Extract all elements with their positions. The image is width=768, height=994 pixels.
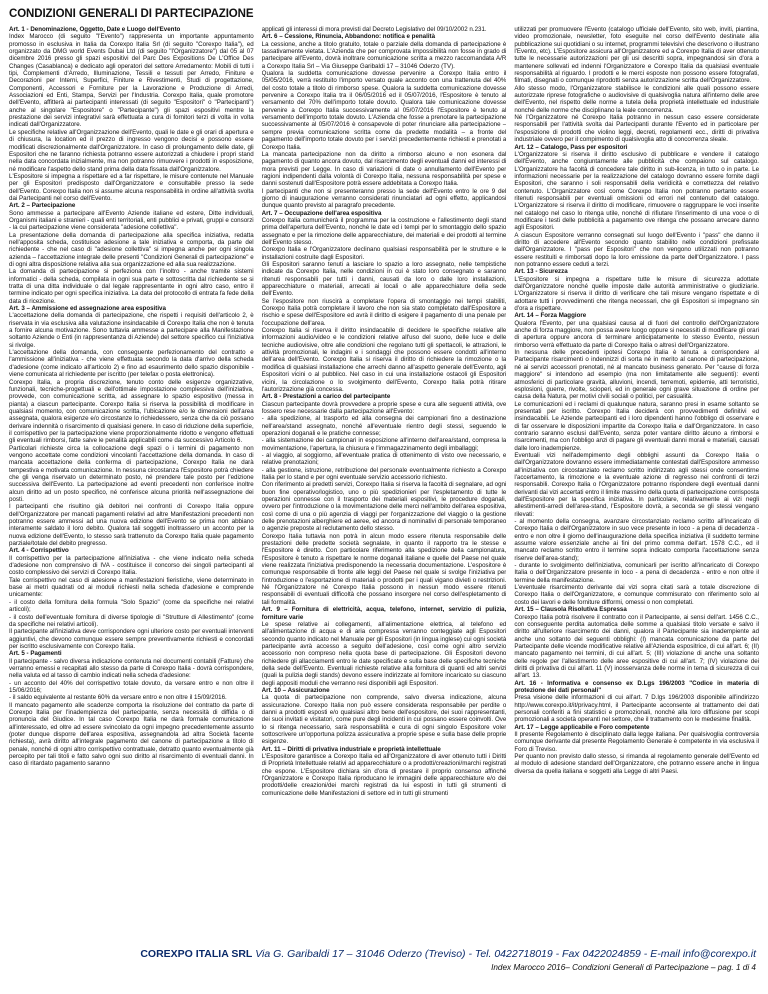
article-paragraph: L'eventuale risarcimento derivante dai vizi sopra citati sarà a totale discrezione di Corexpo Italia o dell'Organizzatore, e comunque commisurato con riferimento solo al costo dei lavori e delle forniture difformi, omessi o non completati. (514, 584, 759, 606)
article-paragraph: Tale corrispettivo nel caso di adesione a manifestazioni fieristiche, viene determinato in base ai metri quadrati od ai moduli richiesti nella scheda d'adesione e comprende unicamente: (9, 576, 254, 599)
article-heading: Art. 8 - Prestazioni a carico del partecipante (261, 393, 391, 401)
article-paragraph: Gli Espositori saranno tenuti a lasciare lo spazio a loro assegnato, nelle tempistiche indicate da Corexpo Italia, nelle condizioni in cui è stato loro consegnato e saranno ritenuti responsabili per tutti i danni, causati da loro o dalle loro installazioni, apparecchiature o materiali, arrecati ai locali o alle apparecchiature della sede dell'Evento. (261, 261, 507, 298)
article-paragraph: utilizzati per promuovere l'Evento (catalogo ufficiale dell'Evento, sito web, inviti, piantina, video promozionale, newsletter, foto eseguite nel corso dell'Evento destinate alla pubblicazione sui quotidiani o su internet, programmi televisivi che descrivono o illustrano l'Evento, etc). L'Espositore assicura all'Organizzatore ed a Corexpo Italia di aver ottenuto tutte le necessarie autorizzazioni per gli usi descritti sopra, impegnandosi sin d'ora a mantenere sollevati ed indenni l'Organizzatore e Corexpo Italia da qualsiasi eventuale responsabilità al riguardo. I prodotti e le merci esposte non possono essere fotografati, filmati, disegnati o comunque riprodotti senza autorizzazione scritta dell'Organizzatore. (514, 26, 759, 85)
article-paragraph: Ciascun partecipante dovrà provvedere a proprie spese e cura alle seguenti attività, ove fossero rese necessarie dalla partecipazione all'Evento: (261, 400, 507, 415)
article-paragraph: La cessione, anche a titolo gratuito, totale o parziale della domanda di partecipazione è tassativamente vietata. L'Azienda che per comprovata impossibilità non fosse in grado di partecipare all'Evento, dovrà inoltrare comunicazione scritta a mezzo raccomandata A/R a Corexpo Italia Srl – Via Giuseppe Garibaldi 17 – 31046 Oderzo (TV). (261, 40, 507, 70)
article-paragraph: Qualora l'Evento, per una qualsiasi causa al di fuori del controllo dell'Organizzatore anche di forza maggiore, non possa avere luogo oppure si necessiti di modificare gli orari di apertura oppure ancora di terminare anticipatamente lo stesso Evento, nessun rimborso verrà effettuato da parte di Corexpo Italia o altresì dell'Organizzatore. (514, 319, 759, 349)
article-paragraph: - al momento della consegna, avanzare circostanziato reclamo scritto all'incaricato di Corexpo Italia o dell'Organizzatore in suo vece presente in loco - a pena di decadenza - entro e non oltre il giorno dell'inaugurazione della specifica iniziativa (il suddetto termine assume valore essenziale anche ai fini del primo comma dell'art. 1578 C.C., ed il mancato reclamo scritto entro il termine sopra indicato comporta l'accettazione senza riserve dell'area-stand); (514, 518, 759, 562)
article-paragraph: Le comunicazioni ed i reclami di qualunque natura, saranno presi in esame soltanto se presentati per iscritto. Corexpo Italia deciderà con provvedimenti definitivi ed insindacabili. Le Aziende partecipanti ed i loro dipendenti hanno l'obbligo di osservare e di far osservare le disposizioni impartite da Corexpo Italia e dall'Organizzatore. In caso contrario saranno esclusi dall'Evento, senza poter vantare diritto alcuno a rimborsi e risarcimenti, ma con l'obbligo anzi di pagare gli eventuali danni morali e materiali, causati dalle loro inadempienze. (514, 400, 759, 452)
article-paragraph: Corexpo Italia si riserva il diritto insindacabile di decidere le specifiche relative alle informazioni audio/video e le condizioni relative all'uso del suono, delle luce e delle tecniche audiovisive, oltre alle condizioni che regolano tutti gli spettacoli, le attrazioni, le attività promozionali, le indagini e i sondaggi che possono essere condotti all'interno dell'area dell'Evento. Corexpo Italia si riserva il diritto di richiedere la rimozione o la modifica di qualsiasi installazione che arrechi danno all'aspetto generale dell'Evento, agli Espositori vicini o al pubblico. Nel caso in cui una installazione ostacoli gli Espositori vicini, la circolazione o lo svolgimento dell'Evento, Corexpo Italia potrà ritirare l'autorizzazione già concessa. (261, 327, 507, 393)
article-heading: Art. 10 – Assicurazione (261, 686, 330, 694)
article-heading: Art. 1 - Denominazione, Oggetto, Date e Luogo dell'Evento (9, 26, 181, 33)
company-address: Via G. Garibaldi 17 – 31046 Oderzo (Treviso) - Tel. 0422718019 - Fax 0422024859 - E-mail info@corexpo.it (252, 948, 756, 960)
article-paragraph: Le specifiche relative all'Organizzazione dell'Evento, quali le date e gli orari di apertura e di chiusura, la location ed il prezzo di ingresso vengono decisi e possono essere modificati discrezionalmente dall'Organizzatore. In caso di prolungamento delle date, gli Espositori che ne faranno richiesta potranno essere autorizzati a chiudere i propri stand nella data concordata inizialmente, ma non potranno rimuovere i prodotti in esposizione, né modificare l'aspetto dello stand prima della data fissata dall'Organizzatore. (9, 128, 254, 173)
article-paragraph: - il saldo equivalente al restante 60% da versare entro e non oltre il 15/09/2016. (9, 694, 227, 702)
article-paragraph: - alla sistemazione dei campionari in esposizione all'interno dell'area/stand, compresa la movimentazione, l'apertura, la chiusura e l'immagazzinamento degli imballaggi; (261, 437, 507, 452)
article-paragraph: Il partecipante all'iniziativa deve corrispondere ogni ulteriore costo per eventuali interventi aggiuntivi, che devono comunque essere sempre preventivamente richiesti e concordati per iscritto esclusivamente con Corexpo Italia. (9, 628, 254, 650)
article-paragraph: I partecipanti che non si presenteranno presso la sede dell'Evento entro le ore 9 del giorno di inaugurazione verranno considerati rinunciatari ad ogni effetto, applicandosi dunque quanto previsto al paragrafo precedente. (261, 187, 507, 210)
article-paragraph: L'Espositore garantisce a Corexpo Italia ed all'Organizzatore di aver ottenuto tutti i Diritti di Proprietà Intellettuale relativi ad apparecchiature o a prodotti/creazioni/marchi registrati che espone. L'Espositore dichiara sin d'ora di prestare il proprio consenso affinché l'Organizzatore e Corexpo Italia riproducano le immagini delle apparecchiature e/o dei prodotti/delle creazioni/dei marchi registrati da lui esposti in tutti gli strumenti di comunicazione delle Manifestazioni di settore ed in tutti gli strumenti (261, 753, 507, 797)
article-paragraph: Qualora la suddetta comunicazione dovesse pervenire a Corexpo Italia entro il 05/05/2016, verrà restituito l'importo versato quale acconto con una trattenuta del 40% del costo totale a titolo di rimborso spese. Qualora la suddetta comunicazione dovesse pervenire a Corexpo Italia tra il 06/05/2016 ed il 05/07/2016, l'Espositore è tenuto al versamento del 70% dell'importo totale dovuto. Qualora tale comunicazione dovesse pervenire a Corexpo Italia successivamente al 05/07/2016 l'Espositore è tenuto al versamento dell'importo totale dovuto. L'Azienda che fosse a prenotare la partecipazione successivamente al 05/07/2016 è consapevole di poter rinunciare alla partecipazione – sempre previa comunicazione scritta come da predette modalità – a fronte del pagamento dell'importo totale dovuto per i servizi precedentemente richiesti e prenotati a Corexpo Italia. (261, 70, 507, 151)
terms-column-3 (514, 26, 759, 932)
article-paragraph: Eventuali vizi nell'adempimento degli obblighi assunti da Corexpo Italia o dall'Organizzatore dovranno essere immediatamente contestati dall'Espositore ammesso all'iniziativa con circostanziato reclamo scritto indirizzato agli stessi onde consentirne l'accertamento, la rimozione e la eventuale azione di regresso nei confronti di terzi responsabili. Corexpo Italia o l'Organizzatore potranno rispondere degli eventuali danni derivanti dai vizi accertati entro il limite massimo della quota di partecipazione corrisposta dall'Espositore per la specifica iniziativa. In particolare, relativamente ai vizi negli allestimenti-arredi dell'area-stand, l'Espositore dovrà, a seconda se gli stessi vengano rilevati: (514, 451, 759, 518)
article-paragraph: Le spese relative ai collegamenti, all'alimentazione elettrica, al telefono ed all'alimentazione di acqua e di aria compressa verranno conteggiate agli Espositori secondo quanto indicato nel Manuale per gli Espositori (in lingua inglese) cui ogni società partecipante avrà accesso a seguito dell'adesione, così come ogni altro servizio accessorio non compreso nella quota base di partecipazione. Gli Espositori devono richiedere gli allacciamenti entro le date specificate e sulla base delle specifiche tecniche della sede dell'Evento. Eventuali richieste relative alla fornitura di quanti ed altri servizi (quali la pulizia degli stands) devono essere indirizzate al fornitore incaricato su ciascuno degli appositi moduli che verranno resi disponibili agli Espositori. (261, 620, 507, 687)
company-line (0, 948, 768, 960)
article-heading: Art. 14 – Forza Maggiore (514, 312, 587, 320)
article-heading: Art. 13 - Sicurezza (514, 268, 568, 276)
article-paragraph: Allo stesso modo, l'Organizzatore stabilisce le condizioni alle quali possono essere autorizzate riprese fotografiche o audiovisive di qualsivoglia natura all'interno delle aree dell'Evento, nel rispetto delle norme a tutela della proprietà intellettuale ed industriale nonché delle norme che disciplinano la leale concorrenza. (514, 84, 759, 114)
article-paragraph: Il presente Regolamento è disciplinato dalla legge italiana. Per qualsivoglia controversia comunque derivante dal presente Regolamento Generale è competente in via esclusiva il Foro di Treviso. (514, 731, 759, 753)
article-paragraph: In nessuna delle precedenti ipotesi Corexpo Italia è tenuta a corrispondere al Partecipante risarcimenti o indennizzi di sorta né in merito al canone di partecipazione, né ai servizi accessori prenotati, né al mancato business generato. Per "cause di forza maggiore" si intendono ad esempio (ma non limitatamente alle seguenti): eventi atmosferici di particolare gravità, alluvioni, incendi, terremoti, epidemie, atti terroristici, esplosioni, guerre, rivolte, scioperi, ed in generale ogni grave situazione di ordine per causa della Natura, per motivi civili sociali o politici, per casualità. (514, 349, 759, 401)
article-heading: Art. 15 – Clausola Risolutiva Espressa (514, 606, 627, 614)
article-paragraph: L'accettazione della domanda, con conseguente perfezionamento del contratto e l'ammissione all'iniziativa - che viene effettuata secondo la data d'arrivo della scheda d'adesione (come indicato all'articolo 2) e fino ad esaurimento dello spazio disponibile - viene comunicata al richiedente per iscritto (per telefax o posta elettronica). (9, 349, 254, 379)
article-paragraph: Corexpo Italia potrà risolvere il contratto con il Partecipante, ai sensi dell'art. 1456 C.C., con conseguente perdita automatica delle somme a qualsiasi titolo versate e salvo il diritto all'ulteriore risarcimento dei danni, qualora il Partecipante sia inadempiente ad anche uno soltanto dei seguenti obblighi: (I) mancata comunicazione da parte del Partecipante delle vicende modificative relative all'Azienda espositrice, di cui all'art. 6; (II) mancato pagamento nei termini, di cui all'art. 5; (III) violazione di anche una soltanto delle regole per l'allestimento delle aree espositive di cui all'art. 7; (IV) violazione dei diritti di privativa di cui all'art. 11 (V) inosservanza delle norme in tema di sicurezza di cui all'art. 13. (514, 613, 759, 680)
article-heading: Art. 17 – Legge applicabile e Foro competente (514, 723, 650, 731)
article-paragraph: La presentazione della domanda di partecipazione alla specifica iniziativa, redatta nell'apposita scheda, costituisce adesione a tale iniziativa e comporta, da parte del richiedente - che nel caso di "adesione collettiva" si impegna anche per ogni singola azienda – l'accettazione integrale delle presenti "Condizioni Generali di partecipazione" e di ogni altra disposizione relativa alla sua organizzazione ed alla sua realizzazione. (9, 231, 254, 268)
article-heading: Art. 9 – Fornitura di elettricità, acqua, telefono, internet, servizio di pulizia, forniture varie (261, 606, 507, 621)
article-heading: Art. 16 - Informativa e consenso ex D.Lgs 196/2003 "Codice in materia di protezione dei dati personali" (514, 679, 759, 694)
article-heading: Art. 11 – Diritti di privativa industriale e proprietà intellettuale (261, 745, 441, 753)
article-paragraph: - un acconto del 40% del corrispettivo totale dovuto, da versare entro e non oltre il 15/06/2016; (9, 679, 254, 694)
article-paragraph: L'Espositore si impegna a rispettare tutte le misure di sicurezza adottate dall'Organizzatore nonché quelle imposte dalle autorità amministrative o giudiziarie. L'Organizzatore si riserva il diritto di verificare che tali misure vengano rispettate e di adottare tutti i provvedimenti che ritenga necessari, che gli Espositori si impegnano sin d'ora a rispettare. (514, 275, 759, 313)
article-paragraph: - al viaggio, al soggiorno, all'eventuale pratica di ottenimento di visto ove necessario, e relative prenotazioni; (261, 451, 507, 467)
terms-column-2 (262, 26, 507, 932)
article-heading: Art. 6 – Cessione, Rinuncia, Abbandono: notifica e penalità (261, 33, 436, 41)
article-paragraph: - alla spedizione, al trasporto ed alla consegna dei campionari fino a destinazione nell'area/stand assegnato, nonché all'eventuale rientro degli stessi, seguendo le operazioni doganali e le pratiche connesse; (261, 415, 507, 437)
document-title: CONDIZIONI GENERALI DI PARTECIPAZIONE (9, 8, 254, 20)
article-paragraph: A ciascun Espositore verranno consegnati sul luogo dell'Evento i "pass" che danno il diritto di accedere all'Evento secondo quanto stabilito nelle condizioni prefissate dall'Organizzatore. I "pass per Espositori" che non vengono utilizzati non potranno essere restituiti e rimborsati dopo la loro emissione da parte dell'Organizzatore. I pass non potranno essere ceduti a terzi. (514, 231, 759, 268)
article-paragraph: Il mancato pagamento alle scadenze comporta la risoluzione del contratto da parte di Corexpo Italia per l'inadempienza del partecipante, senza necessità di diffida o di pronuncia del Giudice. In tal caso Corexpo Italia ne darà formale comunicazione all'interessato, ed oltre ad essere svincolato da ogni impegno precedentemente assunto (poter dunque disporre dell'area espositiva, assegnandola ad altra Società facente richiesta), avrà diritto all'integrale pagamento del canone di partecipazione a titolo di penale, nonché di ogni altro corrispettivo contrattuale, detratto quanto eventualmente già percepito per tali titoli e fatto salvo ogni suo diritto al risarcimento di eventuali danni. In caso di ritardato pagamento saranno (9, 701, 254, 768)
article-paragraph: I partecipanti che risultino già debitori nei confronti di Corexpo Italia oppure dell'Organizzatore per mancati pagamenti relativi ad altre Manifestazioni precedenti non potranno essere ammessi ad una nuova edizione dell'Evento se prima non abbiano interamente saldato il loro debito. Qualora tali soggetti inoltrassero un acconto per la nuova edizione dell'Evento, lo stesso sarà trattenuto da Corexpo Italia quale pagamento parziale/totale del debito pregresso. (9, 503, 254, 548)
article-paragraph: - il costo della fornitura della formula "Solo Spazio" (come da specifiche nei relativi articoli); (9, 598, 254, 614)
article-heading: Art. 5 - Pagamenti (9, 650, 62, 658)
article-paragraph: - durante lo svolgimento dell'iniziativa, comunicarli per iscritto all'incaricato di Corexpo Italia o dell'Organizzatore presente in loco - a pena di decadenza - entro e non oltre il termine della manifestazione. (514, 562, 759, 584)
terms-columns (9, 26, 759, 932)
article-paragraph: Corexpo Italia e l'Organizzatore declinano qualsiasi responsabilità per le strutture e le installazioni costruite dagli Espositori. (261, 246, 507, 261)
article-paragraph: Corexpo Italia comunicherà il programma per la costruzione e l'allestimento degli stand prima dell'apertura dell'Evento, nonché le date ed i tempi per lo smontaggio dello spazio assegnato e per la rimozione delle apparecchiature, dei materiali e dei prodotti al termine dell'Evento stesso. (261, 216, 507, 246)
page-note: Index Marocco 2016– Condizioni Generali di Partecipazione – pag. 1 di 4 (491, 963, 756, 972)
article-paragraph: La quota di partecipazione non comprende, salvo diversa indicazione, alcuna assicurazione. Corexpo Italia non può essere considerata responsabile per perdite o danni a prodotti esposti e/o qualsiasi altro bene dell'espositore, dei suoi rappresentanti, dei suoi invitati e visitatori, come pure degli incidenti in cui possano essere coinvolti. Ove lo si ritenga necessario, sarà responsabilità e cura di ogni singolo Espositore voler sottoscrivere un'opportuna polizza assicurativa a proprie spese e sulla base delle proprie esigenze. (261, 694, 507, 746)
page-footer (0, 948, 768, 972)
article-paragraph: Con riferimento ai predetti servizi, Corexpo Italia si riserva la facoltà di segnalare, ad ogni buon fine operativo/logistico, uno o più spedizionieri per l'espletamento di tutte le operazioni connesse con il trasporto dei materiali espositivi, le procedure doganali, ovvero per l'introduzione o la movimentazione delle merci nell'ambito dell'area espositiva, così come di una o più agenzia di viaggi per l'organizzazione del viaggio o la gestione delle prenotazioni alberghiere ed aeree, ed ancora di nominativi di personale temporaneo o agenzie preposte al reclutamento dello stesso. (261, 481, 507, 533)
article-heading: Art. 2 – Partecipazione (9, 202, 76, 210)
article-paragraph: Corexpo Italia, a propria discrezione, tenuto conto delle esigenze organizzative, funzionali, tecniche-progettuali e dell'ottimale impostazione complessiva dell'iniziativa, provvede, con comunicazione scritta, ad assegnare lo spazio espositivo (messa in pianta) a ciascun partecipante. Corexpo Italia si riserva la possibilità di modificare in qualsiasi momento, con comunicazione scritta, l'ubicazione e/o le dimensioni dell'area assegnata, qualora esigenze e/o circostanze lo richiedessero, senza che da ciò possano derivare indennità o risarcimento di qualsiasi genere. In caso di riduzione della superficie, il corrispettivo per la partecipazione viene proporzionalmente ridotto e vengono effettuati gli eventuali rimborsi, fatte salve le penalità applicabili come da successivo Articolo 6. (9, 378, 254, 445)
article-paragraph: Il partecipante - salvo diversa indicazione contenuta nei documenti contabili (Fatture) che verranno emessi e recapitati allo stesso da parte di Corexpo Italia - dovrà corrispondere, nella valuta ed al tasso di cambio indicati nella scheda d'adesione: (9, 657, 254, 680)
article-paragraph: Se l'espositore non riuscirà a completare l'opera di smontaggio nei tempi stabiliti, Corexpo Italia potrà completare il lavoro che non sia stato completato dall'Espositore a rischio e spese dell'Espositore ed avrà il diritto di esigere il pagamento di una penale per l'occupazione dell'area. (261, 297, 507, 327)
article-paragraph: Presa visione delle informazioni di cui all'art. 7 D.lgs 196/2003 disponibile all'indirizzo http://www.corexpo.it/it/privacy.html, il Partecipante acconsente al trattamento dei dati personali conferiti a fini statistici e promozionali, nonché alla loro diffusione per scopi promozionali a società operanti nel settore, che il trattamento con le medesime finalità. (514, 694, 759, 724)
article-paragraph: L'Espositore si impegna a rispettare ed a far rispettare, le misure contenute nel Manuale per gli Espositori predisposto dall'Organizzatore e consultabile presso la sede dell'Evento. Corexpo Italia non si assume alcuna responsabilità in ordine all'attività svolta dai Partecipanti nel corso dell'Evento. (9, 172, 254, 202)
article-heading: Art. 7 – Occupazione dell'area espositiva (261, 209, 382, 217)
terms-column-1 (9, 26, 254, 932)
article-paragraph: Particolari richieste circa la collocazione degli spazi o i termini di pagamento non vengono accettate come condizioni vincolanti l'accettazione della domanda. In caso di mancata accettazione della conferma di partecipazione, Corexpo Italia ne darà tempestiva e motivata comunicazione. In nessuna circostanza l'Espositore potrà chiedere che gli venga riservato un determinato posto, né prendere tale posto per l'edizione successiva dell'Evento. La partecipazione ad eventi precedenti non conferisce inoltre alcun diritto ad un posto specifico, né conferisce alcuna priorità nell'assegnazione dei posti. (9, 444, 254, 503)
article-paragraph: La mancata partecipazione non da diritto a rimborso alcuno e non esonera dal pagamento di quanto ancora dovuto, dal risarcimento degli eventuali danni ed interessi di mora previsti per Legge. In caso di variazioni di date o annullamento dell'Evento per ragioni indipendenti dalla volontà di Corexpo Italia, nessuna responsabilità per spese e danni sostenuti dall'Espositore potrà essere addebitata a Corexpo Italia. (261, 150, 507, 188)
article-paragraph: L'Organizzatore si riserva il diritto esclusivo di pubblicare e vendere il catalogo dell'Evento, anche congiuntamente alle pubblicità che compaiono sul catalogo. L'Organizzatore ha facoltà di concedere tale diritto in sub-licenza, in tutto o in parte. Le informazioni necessarie per la realizzazione del catalogo dovranno essere fornite dagli Espositori, che saranno i soli responsabili della veridicità e correttezza del relativo contenuto. L'Organizzatore così come Corexpo Italia non potranno pertanto essere ritenuti responsabili per eventuali omissioni od errori nel contenuto del catalogo. L'Organizzatore si riserva il diritto di modificare, rimuovere o raggruppare le voci inserite nel catalogo nel caso lo ritenga utile, nonché di rifiutare l'inserimento di una voce o di modificare i testi delle pubblicità a pagamento ove ritenga che possano arrecare danno agli Espositori. (514, 150, 759, 232)
article-paragraph: - alla gestione, istruzione, retribuzione del personale eventualmente richiesto a Corexpo Italia per lo stand e per ogni eventuale servizio accessorio richiesto. (261, 466, 507, 481)
article-heading: Art. 12 – Catalogo, Pass per espositori (514, 143, 628, 151)
article-paragraph: applicati gli interessi di mora previsti dal Decreto Legislativo del 09/10/2002 n.231. (261, 26, 487, 33)
article-paragraph: L'accettazione della domanda di partecipazione, che rispetti i requisiti dell'articolo 2, è riservata in via esclusiva alla valutazione insindacabile di Corexpo Italia che non è tenuta a fornire alcuna motivazione. Sono tuttavia ammesse a partecipare alla Manifestazione soltanto Aziende o Enti (in rappresentanza di Aziende) del settore specifico cui l'iniziativa si rivolge. (9, 312, 254, 349)
company-name: COREXPO ITALIA SRL (140, 948, 253, 960)
article-heading: Art. 4 - Corrispettivo (9, 547, 69, 555)
article-paragraph: Né l'Organizzatore né Corexpo Italia potranno in nessun caso essere considerate responsabili per l'attività svolta dai Partecipanti durante l'Evento ed in particolare per l'esposizione di prodotti che violino leggi, decreti, regolamenti ecc., diritti di privativa industriale ovvero per il compimento di qualsivoglia atto di concorrenza sleale. (514, 114, 759, 144)
article-heading: Art. 3 – Ammissione ed assegnazione area espositiva (9, 305, 166, 313)
article-paragraph: - il costo dell'eventuale fornitura di diverse tipologie di "Strutture di Allestimento" (come da specifiche nei relativi articoli). (9, 613, 254, 628)
article-paragraph: Per quanto non previsto dallo stesso, si rimanda al regolamento generale dell'Evento ed al modulo di adesione standard dell'Organizzatore, che potranno essere anche in lingua diversa da quella italiana e soggetti alla Legge di altri Paesi. (514, 753, 759, 775)
article-paragraph: Il corrispettivo per la partecipazione all'iniziativa - che viene indicato nella scheda d'adesione non comprensivo di IVA - costituisce il concorso dei singoli partecipanti al costo complessivo dei servizi di Corexpo Italia. (9, 554, 254, 577)
article-paragraph: Sono ammesse a partecipare all'Evento Aziende italiane ed estere, Ditte individuali, Organismi italiani e stranieri - quali enti territoriali, enti pubblici e privati, gruppi e consorzi - la cui partecipazione viene considerata "adesione collettiva". (9, 209, 254, 232)
article-paragraph: La domanda di partecipazione si perfeziona con l'inoltro - anche tramite sistemi informatici - della scheda, compilata in ogni sua parte e sottoscritta dal richiedente se si tratta di una ditta individuale o dal legale rappresentante in ogni altro caso, entro il termine indicato per ogni specifica iniziativa. La data del protocollo di entrata fa fede della data di ricezione. (9, 268, 254, 305)
article-paragraph: Corexpo Italia tuttavia non potrà in alcun modo essere ritenuta responsabile delle prestazioni delle predette società segnalate, in quanto il rapporto tra le stesse e l'Espositore è diretto. Con particolare riferimento alla spedizione della campionatura, l'Espositore è tenuto a rispettare le norme doganali italiane e quelle del Paese nel quale viene realizzata l'iniziativa predisponendo la necessaria documentazione. L'espositore è comunque responsabile di fronte alle leggi del Paese nel quale si svolge l'iniziativa per l'introduzione o l'esportazione di materiali o prodotti per i quali vigano divieti o restrizioni. Né l'Organizzatore né Corexpo Italia possono in nessun modo essere ritenuti responsabili di eventuali difficoltà che possano insorgere nel corso dell'espletamento di tali formalità. (261, 532, 507, 606)
article-paragraph: Index Marocco (di seguito "l'Evento") rappresenta un importante appuntamento promosso in esclusiva in Italia da Corexpo Italia Srl (di seguito "Corexpo Italia"), ed organizzato da DMG world Events Dubai Ltd (di seguito "l'Organizzatore") dal 05 al 07 dicembre 2016 presso gli spazi espositivi del Parc Des Expositions De L'Office Des Changes (Casablanca) e dedicato agli operatori del settore Arredamento: Mobili di tutti i tipi, Complementi d'Arredo, Illuminazione, Tessili e tessuti per Arredo, Finiture e Decorazioni per Interni, Superfici, Finiture e Rivestimenti, Studi di progettazione, Componenti, Accessori e Forniture per la Lavorazione e Produzione di Arredi, Associazioni ed Enti, Stampa, Servizi per l'Industria. Corexpo Italia, quale promotore dell'Evento, affitterà ai partecipanti interessati (di seguito "Espositori" o "Partecipanti") anche al singolare "Espositore" o "Partecipante") gli spazi espositivi mentre la prestazione dei servizi integrativi sarà effettuata a cura di fornitori terzi di volta in volta indicati dall'Organizzatore. (9, 33, 254, 129)
